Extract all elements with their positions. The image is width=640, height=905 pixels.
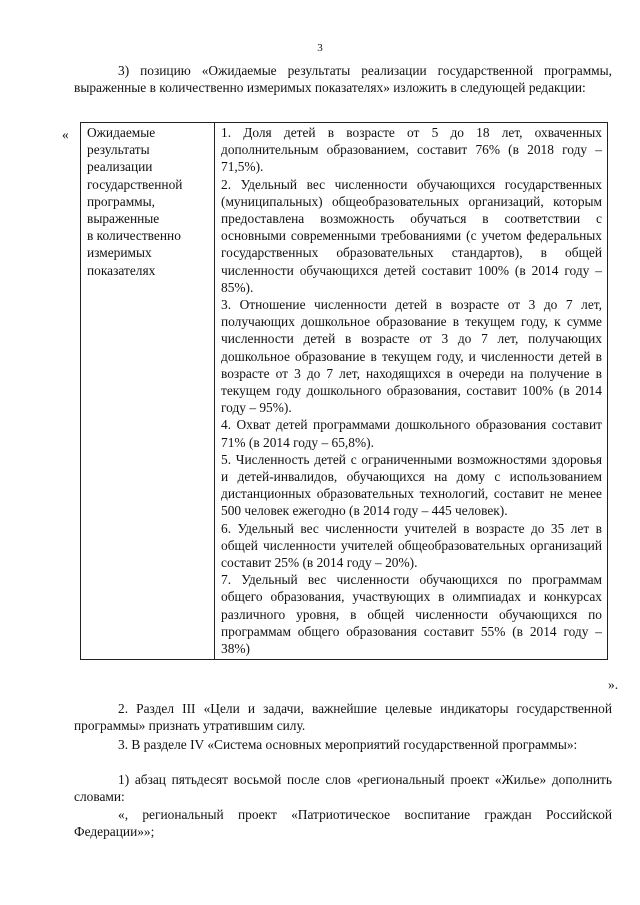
result-item-1: 1. Доля детей в возрасте от 5 до 18 лет, охваченных дополнительным образованием, составит 76% (в 2018 году – 71,5%). — [221, 125, 602, 175]
result-item-5: 5. Численность детей с ограниченными возможностями здоровья и детей-инвалидов, обучающихся на дому с использованием дистанционных образовательных технологий, составит не менее 500 человек ежегодно (в 2014 году – 445 человек). — [221, 451, 602, 519]
label-line: выраженные — [87, 211, 160, 227]
paragraph-subitem-1-block — [74, 771, 612, 805]
label-line: показателях — [87, 262, 156, 278]
page-number: 3 — [317, 42, 323, 54]
label-line: Ожидаемые — [87, 125, 156, 140]
paragraph-section-3-block — [74, 700, 612, 734]
label-line: реализации — [87, 159, 153, 175]
result-item-7: 7. Удельный вес численности обучающихся по программам общего образования, участвующих в олимпиадах и конкурсах различного уровня, в общей численности обучающихся по программам общего образования составит 55% (в 2014 году – 38%) — [221, 572, 602, 657]
result-item-2: 2. Удельный вес численности обучающихся государственных (муниципальных) общеобразовательных организаций, которым предоставлена возможность обучаться в соответствии с основными современными требованиями (с учетом федеральных государственных образовательных стандартов), в общей численности обучающихся детей составит 100% (в 2014 году – 85%). — [221, 176, 602, 295]
table-row — [81, 123, 608, 660]
label-line: программы, — [87, 193, 155, 209]
label-line: государственной — [87, 176, 183, 192]
label-line: результаты — [87, 142, 150, 158]
closing-quote-mark: ». — [608, 677, 619, 692]
table-label-cell — [81, 123, 215, 660]
label-line: в количественно — [87, 228, 181, 244]
result-item-4: 4. Охват детей программами дошкольного образования составит 71% (в 2014 году – 65,8%). — [221, 417, 602, 450]
result-item-3: 3. Отношение численности детей в возрасте от 3 до 7 лет, получающих дошкольное образование в текущем году, к сумме численности детей в возрасте от 3 до 7 лет, получающих дошкольное образование в текущем году, и численности детей в возрасте от 3 до 7 лет, находящихся в очереди на получение в текущем году дошкольного образования, составит 100% (в 2014 году – 95%). — [221, 297, 602, 416]
opening-quote-mark: « — [62, 127, 69, 142]
paragraph-subitem-1: 1) абзац пятьдесят восьмой после слов «региональный проект «Жилье» дополнить словами: — [74, 772, 612, 805]
label-line: измеримых — [87, 245, 152, 261]
expected-results-table — [80, 122, 608, 660]
intro-paragraph-block — [74, 62, 612, 96]
paragraph-insert-text: «, региональный проект «Патриотическое воспитание граждан Российской Федерации»»; — [74, 807, 612, 840]
result-item-6: 6. Удельный вес численности учителей в возрасте до 35 лет в общей численности учителей общеобразовательных организаций составит 25% (в 2014 году – 20%). — [221, 520, 602, 571]
paragraph-section-3-void: 2. Раздел III «Цели и задачи, важнейшие целевые индикаторы государственной программы» признать утратившим силу. — [74, 701, 612, 734]
paragraph-section-4-block — [74, 736, 612, 753]
paragraph-insert-text-block — [74, 806, 612, 840]
intro-paragraph: 3) позицию «Ожидаемые результаты реализации государственной программы, выраженные в количественно измеримых показателях» изложить в следующей редакции: — [74, 63, 612, 96]
table-content-cell — [215, 123, 608, 660]
paragraph-section-4: 3. В разделе IV «Система основных мероприятий государственной программы»: — [118, 737, 578, 752]
